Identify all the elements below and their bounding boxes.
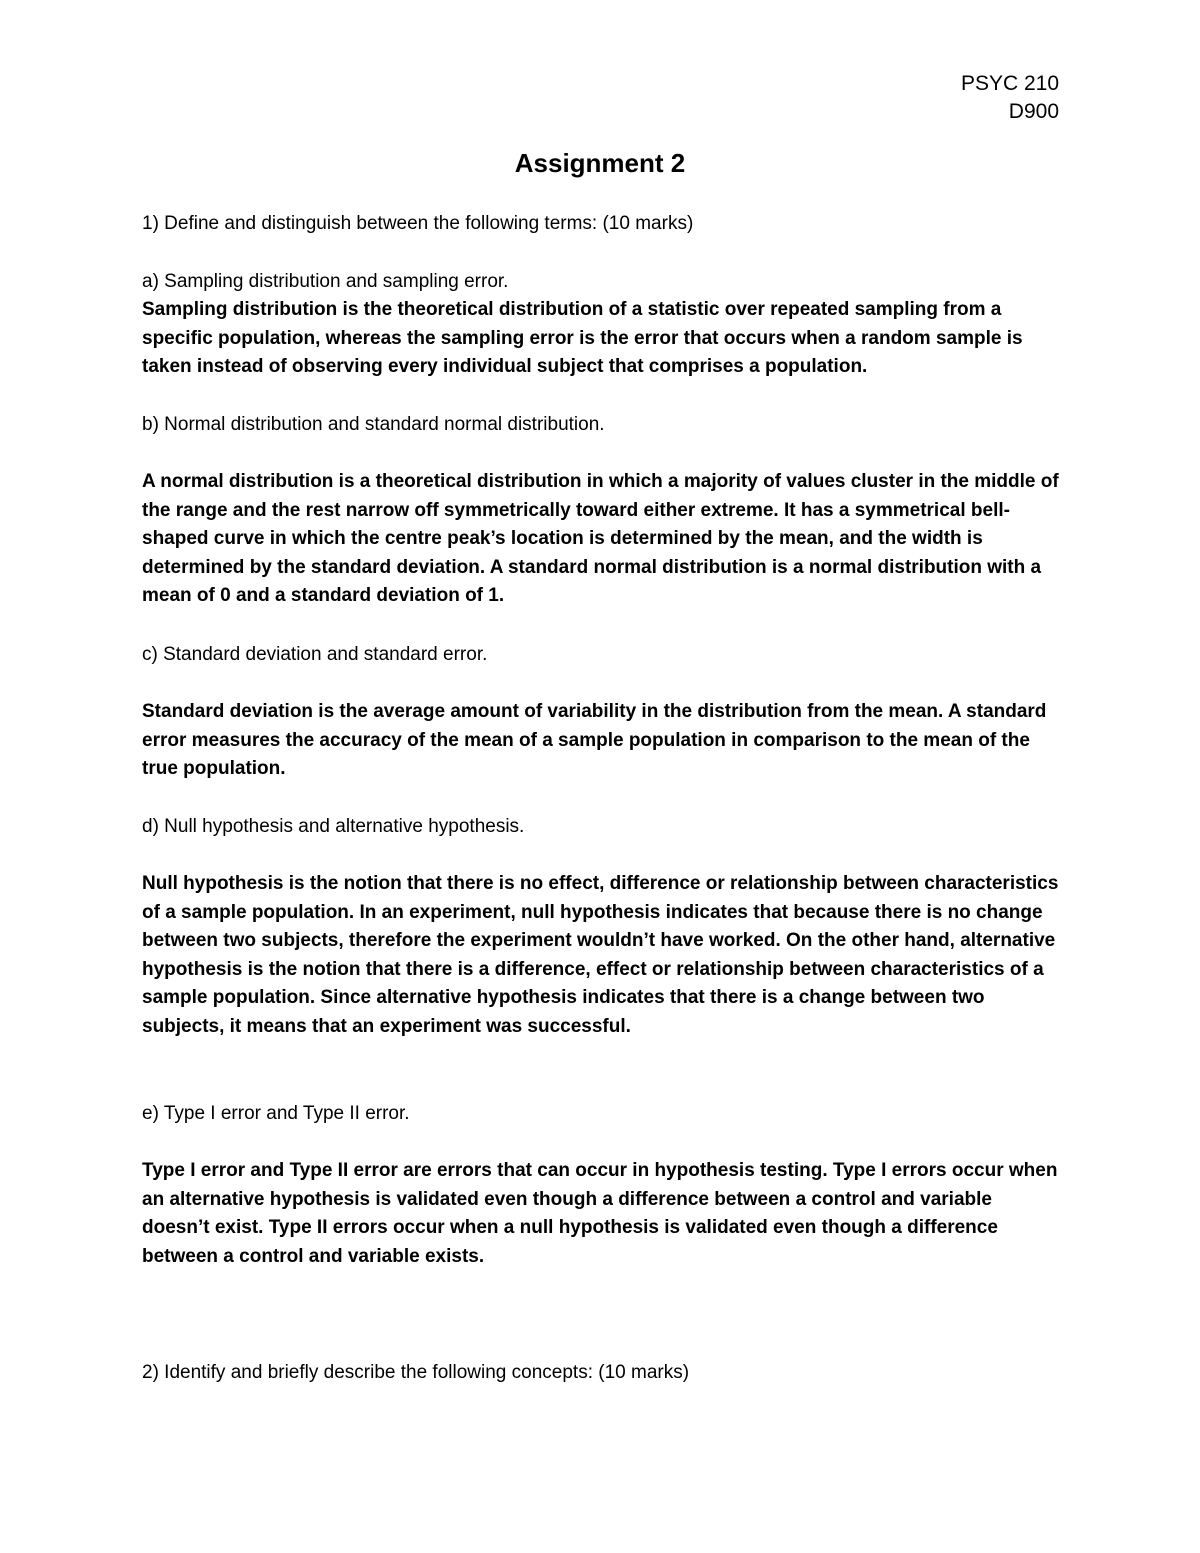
section-code: D900: [1008, 100, 1059, 123]
question-1b-answer: A normal distribution is a theoretical distribution in which a majority of values cluster in the middle of the range and the rest narrow off symmetrically toward either extreme. It has a symmetrical bell-shaped curve in which the centre peak’s location is determined by the mean, and the width is determined by the standard deviation. A standard normal distribution is a normal distribution with a mean of 0 and a standard deviation of 1.: [142, 471, 1059, 607]
question-1d-answer: Null hypothesis is the notion that there is no effect, difference or relationship between characteristics of a sample population. In an experiment, null hypothesis indicates that because there is no change between two subjects, therefore the experiment wouldn’t have worked. On the other hand, alternative hypothesis is the notion that there is a difference, effect or relationship between characteristics of a sample population. Since alternative hypothesis indicates that there is a change between two subjects, it means that an experiment was successful.: [142, 873, 1059, 1037]
page-title: Assignment 2: [514, 148, 686, 178]
course-code: PSYC 210: [960, 72, 1059, 95]
question-1d-label: d) Null hypothesis and alternative hypothesis.: [142, 816, 525, 837]
question-2-prompt: 2) Identify and briefly describe the following concepts: (10 marks): [142, 1362, 690, 1383]
question-1e-label: e) Type I error and Type II error.: [142, 1103, 410, 1124]
course-header: [961, 70, 1059, 126]
question-1c-answer: Standard deviation is the average amount of variability in the distribution from the mean. A standard error measures the accuracy of the mean of a sample population in comparison to the mean of the true population.: [142, 701, 1047, 780]
question-1c-label: c) Standard deviation and standard error.: [142, 644, 488, 665]
question-1-prompt: 1) Define and distinguish between the following terms: (10 marks): [142, 213, 694, 234]
question-1b-label: b) Normal distribution and standard normal distribution.: [142, 414, 605, 435]
question-1a-label: a) Sampling distribution and sampling error.: [142, 271, 509, 292]
question-1e-answer: Type I error and Type II error are errors that can occur in hypothesis testing. Type I errors occur when an alternative hypothesis is validated even though a difference between a control and variable doesn’t exist. Type II errors occur when a null hypothesis is validated even though a difference between a control and variable exists.: [142, 1160, 1058, 1267]
question-1a-answer: Sampling distribution is the theoretical distribution of a statistic over repeated sampling from a specific population, whereas the sampling error is the error that occurs when a random sample is taken instead of observing every individual subject that comprises a population.: [142, 299, 1023, 378]
